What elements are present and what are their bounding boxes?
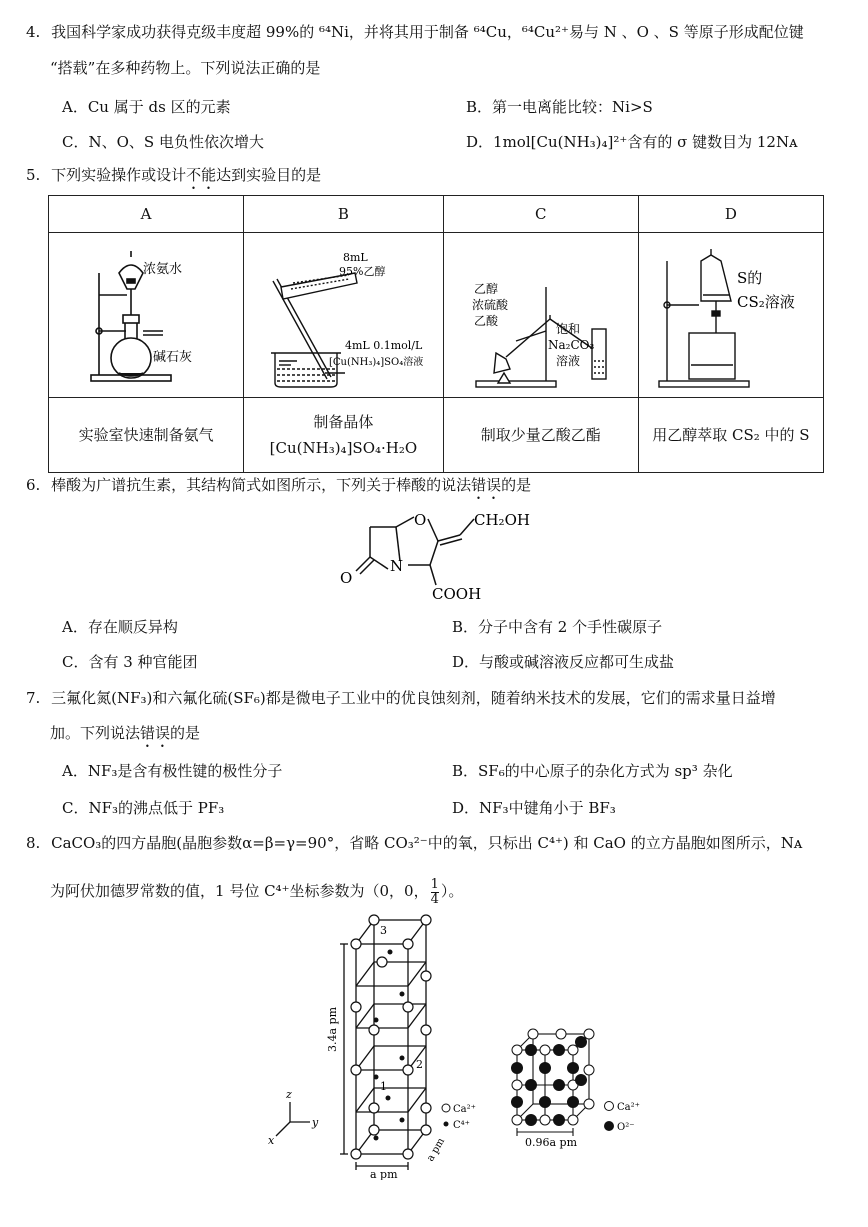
label-d-right2: CS₂溶液	[736, 293, 795, 311]
q4-option-c: C．N、O、S 电负性依次增大	[62, 133, 264, 151]
ethyl-acetate-figure	[446, 233, 636, 393]
q5-stem	[26, 164, 321, 193]
q5-experiment-table	[48, 195, 824, 473]
q8-frac-den: 4	[430, 891, 439, 907]
q8-number: 8.	[26, 834, 41, 852]
label-a-top: 浓氨水	[143, 262, 183, 277]
q5-caption-b-line2: [Cu(NH₃)₄]SO₄·H₂O	[269, 439, 418, 457]
q8-stem-line2	[50, 876, 463, 907]
cao-cubic-cell-figure	[505, 1020, 665, 1160]
q6-option-c: C．含有 3 种官能团	[62, 653, 198, 671]
legend-ca2-marker	[605, 1102, 614, 1111]
q6-option-a: A．存在顺反异构	[62, 618, 178, 636]
crystal-prep-figure	[245, 233, 441, 393]
label-c-right1: 饱和	[555, 322, 580, 336]
q7-stem-pre: 加。下列说法	[50, 724, 141, 742]
q5-header-c: C	[443, 196, 638, 233]
axis-y-label: y	[312, 1116, 319, 1129]
q7-number: 7.	[26, 689, 41, 707]
q5-stem-post: 达到实验目的是	[216, 166, 322, 184]
q7-stem-emphasis: 错误	[140, 724, 171, 742]
q8-stem-text: CaCO₃的四方晶胞(晶胞参数α=β=γ=90°，省略 CO₃²⁻中的氧，只标出 C⁴⁺) 和 CaO 的立方晶胞如图所示，Nᴀ	[51, 834, 803, 852]
q5-figure-a	[49, 233, 244, 398]
pos-2-label: 2	[416, 1058, 423, 1071]
label-b-bot2: [Cu(NH₃)₄]SO₄溶液	[329, 357, 424, 368]
q5-header-b: B	[244, 196, 444, 233]
q7-option-a: A．NF₃是含有极性键的极性分子	[62, 762, 283, 780]
struct-keto-o: O	[340, 569, 353, 587]
q4-stem-text: 我国科学家成功获得克级丰度超 99%的 ⁶⁴Ni，并将其用于制备 ⁶⁴Cu，⁶⁴Cu²⁺易与 N 、O 、S 等原子形成配位键	[51, 23, 804, 41]
q5-figure-b	[244, 233, 444, 398]
cao-width-label: 0.96a pm	[525, 1136, 578, 1149]
separatory-funnel-figure	[641, 233, 821, 393]
caco3-tetragonal-cell-figure	[262, 912, 482, 1180]
label-a-bottom: 碱石灰	[153, 350, 193, 365]
q8-stem-line1	[26, 832, 802, 854]
label-b-top1: 8mL	[343, 251, 369, 264]
legend-c-marker	[444, 1122, 449, 1127]
struct-ch2oh: CH₂OH	[474, 511, 530, 529]
q5-caption-row	[49, 398, 824, 473]
q4-option-d: D．1mol[Cu(NH₃)₄]²⁺含有的 σ 键数目为 12Nᴀ	[466, 133, 798, 151]
q6-stem-pre: 棒酸为广谱抗生素，其结构简式如图所示，下列关于棒酸的说法	[51, 476, 472, 494]
legend-ca-text: Ca²⁺	[453, 1104, 476, 1115]
pos-3-label: 3	[380, 924, 387, 937]
q5-stem-emphasis: 不能	[186, 166, 217, 184]
struct-cooh: COOH	[432, 585, 482, 603]
q5-figure-row	[49, 233, 824, 398]
q5-figure-d	[638, 233, 823, 398]
q4-option-b: B．第一电离能比较：Ni>S	[466, 98, 653, 116]
q4-stem-line2: “搭载”在多种药物上。下列说法正确的是	[50, 59, 321, 77]
q5-number: 5.	[26, 166, 41, 184]
q7-stem-post: 的是	[170, 724, 201, 742]
label-c-left3: 乙酸	[473, 314, 498, 328]
q5-header-d: D	[638, 196, 823, 233]
width-dimension-label: a pm	[370, 1168, 398, 1180]
q5-stem-pre: 下列实验操作或设计	[51, 166, 187, 184]
q4-stem-line1	[26, 21, 804, 43]
q5-caption-d: 用乙醇萃取 CS₂ 中的 S	[638, 398, 823, 473]
label-b-bot1: 4mL 0.1mol/L	[345, 339, 423, 352]
q5-header-row	[49, 196, 824, 233]
legend-o-text: O²⁻	[617, 1122, 635, 1133]
q5-figure-c	[443, 233, 638, 398]
label-d-right1: S的	[736, 269, 763, 287]
q6-stem-emphasis: 错误	[471, 476, 502, 494]
q7-option-c: C．NF₃的沸点低于 PF₃	[62, 799, 225, 817]
pos-1-label: 1	[380, 1080, 387, 1093]
clavulanic-acid-structure	[330, 505, 550, 605]
label-c-right3: 溶液	[555, 354, 580, 368]
q7-stem-text: 三氟化氮(NF₃)和六氟化硫(SF₆)都是微电子工业中的优良蚀刻剂，随着纳米技术的发展，它们的需求量日益增	[51, 689, 776, 707]
ammonia-apparatus-figure	[51, 233, 241, 393]
q8-fraction	[431, 878, 439, 907]
q5-caption-b-line1: 制备晶体	[313, 413, 374, 431]
struct-n: N	[390, 557, 404, 575]
label-c-left1: 乙醇	[473, 282, 498, 296]
legend-ca2-text: Ca²⁺	[617, 1102, 640, 1113]
height-dimension-label: 3.4a pm	[326, 1006, 339, 1052]
q4-option-a: A．Cu 属于 ds 区的元素	[62, 98, 231, 116]
axis-x-label: x	[268, 1134, 275, 1147]
q6-option-b: B．分子中含有 2 个手性碳原子	[452, 618, 663, 636]
legend-o-marker	[604, 1121, 614, 1131]
label-c-right2: Na₂CO₃	[547, 338, 595, 352]
q6-number: 6.	[26, 476, 41, 494]
q8-frac-num: 1	[430, 876, 439, 892]
legend-ca-marker	[442, 1104, 450, 1112]
q6-option-d: D．与酸或碱溶液反应都可生成盐	[452, 653, 675, 671]
q5-header-a: A	[49, 196, 244, 233]
q5-caption-c: 制取少量乙酸乙酯	[443, 398, 638, 473]
q7-stem-line2	[50, 722, 200, 751]
q7-option-d: D．NF₃中键角小于 BF₃	[452, 799, 616, 817]
depth-dimension-label: a pm	[425, 1136, 448, 1164]
q8-stem-line2-text: 为阿伏加德罗常数的值，1 号位 C⁴⁺坐标参数为（0，0，	[50, 882, 429, 900]
q6-stem	[26, 474, 531, 503]
label-c-left2: 浓硫酸	[471, 298, 508, 312]
q7-stem-line1	[26, 687, 776, 709]
struct-ring-o: O	[414, 511, 427, 529]
q7-option-b: B．SF₆的中心原子的杂化方式为 sp³ 杂化	[452, 762, 733, 780]
q8-stem-end: ）。	[440, 882, 464, 900]
q5-caption-b	[244, 398, 444, 473]
axis-z-label: z	[286, 1088, 292, 1101]
q6-stem-post: 的是	[501, 476, 532, 494]
legend-c-text: C⁴⁺	[453, 1120, 470, 1131]
q4-number: 4.	[26, 23, 41, 41]
label-b-top2: 95%乙醇	[339, 265, 386, 278]
q5-caption-a: 实验室快速制备氨气	[49, 398, 244, 473]
